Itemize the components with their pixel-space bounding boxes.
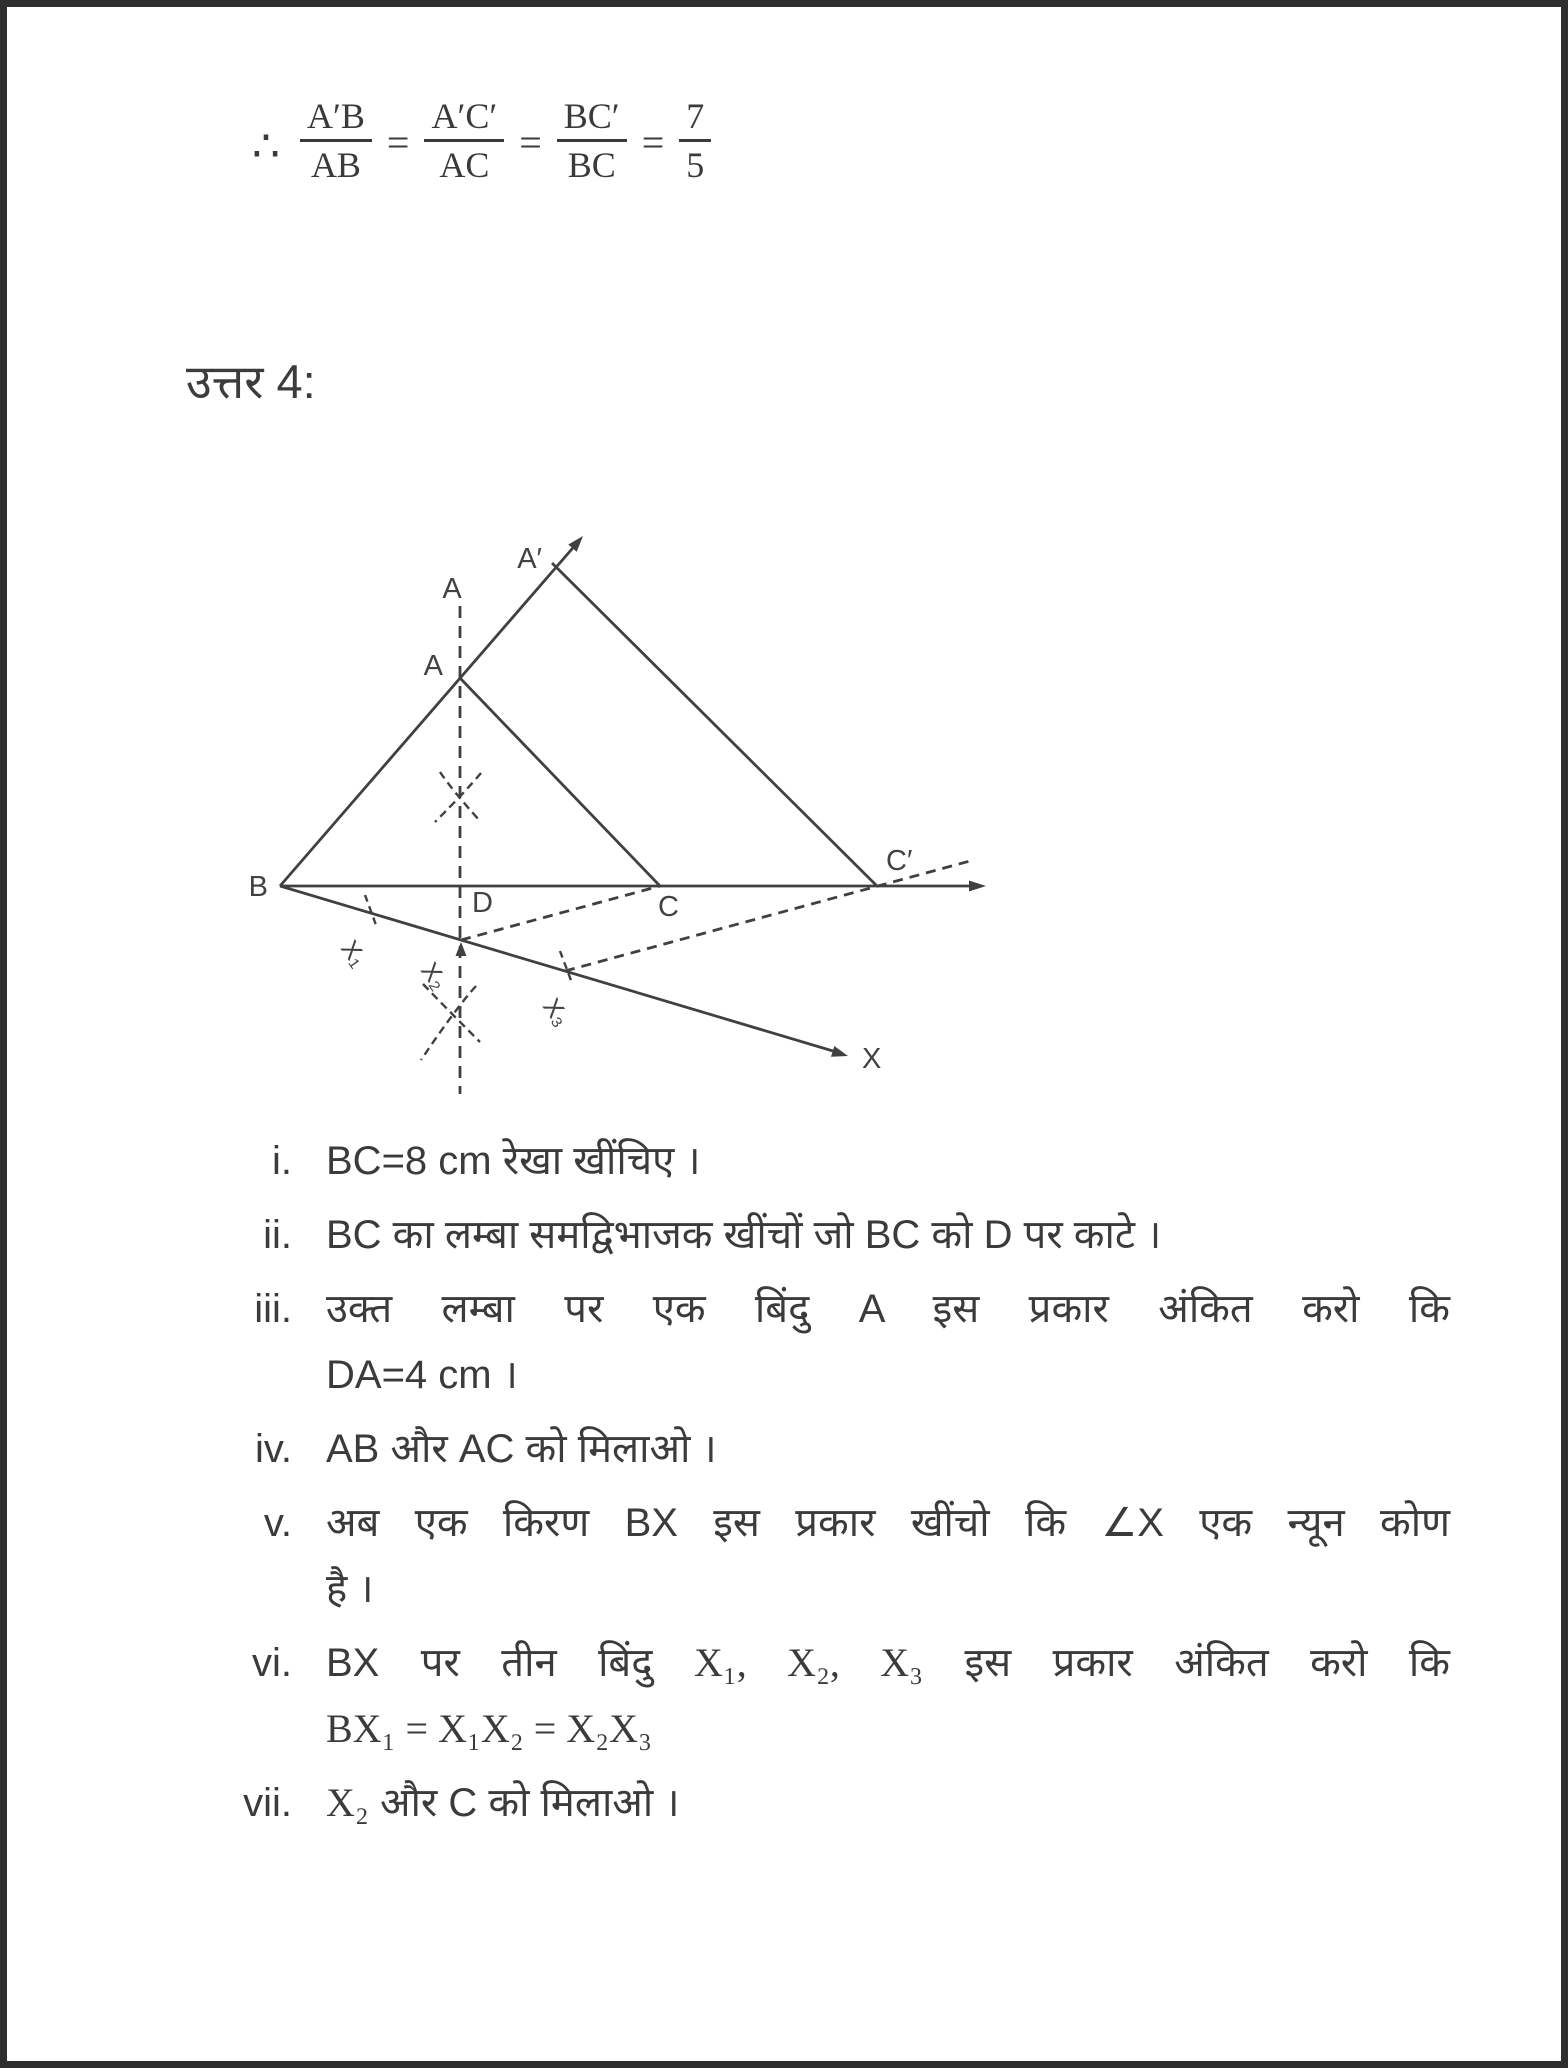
list-marker: i. bbox=[272, 1139, 292, 1183]
math-segment: X₂ bbox=[326, 1780, 369, 1825]
list-marker: iv. bbox=[254, 1427, 292, 1471]
arrowhead-bisector-up bbox=[456, 942, 467, 956]
fraction-numerator: A′C′ bbox=[424, 96, 504, 142]
label-B: B bbox=[248, 871, 268, 903]
step-line: DA=4 cm । bbox=[326, 1353, 518, 1397]
step-text bbox=[326, 1770, 1450, 1836]
step-text-segment: BX पर तीन बिंदु bbox=[326, 1641, 694, 1685]
line-X3Cp-dashed bbox=[565, 861, 970, 971]
label-A-vertex: A bbox=[423, 650, 443, 682]
label-A-prime: A′ bbox=[517, 543, 542, 575]
list-item-iv bbox=[0, 1416, 1450, 1482]
equals-sign: = bbox=[641, 120, 665, 166]
fraction-numerator: 7 bbox=[679, 96, 711, 142]
fraction-denominator: BC bbox=[567, 145, 616, 186]
line-AC bbox=[460, 678, 660, 886]
step-text bbox=[326, 1276, 1450, 1408]
line-ApCp bbox=[552, 563, 877, 886]
math-segment: X₁, X₂, X₃ bbox=[693, 1640, 924, 1685]
label-A-top: A bbox=[442, 573, 462, 605]
step-text: AB और AC को मिलाओ । bbox=[326, 1427, 717, 1471]
construction-steps bbox=[0, 1128, 1450, 1844]
label-X1: X₁ bbox=[335, 935, 373, 973]
fraction-denominator: 5 bbox=[686, 145, 705, 186]
list-item-vii bbox=[0, 1770, 1450, 1836]
list-marker: ii. bbox=[263, 1213, 292, 1257]
step-line bbox=[326, 1630, 1450, 1696]
label-C-prime: C′ bbox=[886, 845, 913, 877]
list-item-v bbox=[0, 1490, 1450, 1622]
step-text bbox=[326, 1630, 1450, 1762]
fraction-ab bbox=[300, 96, 372, 186]
step-text-segment: और C को मिलाओ । bbox=[368, 1781, 680, 1825]
math-equation-line: BX₁ = X₁X₂ = X₂X₃ bbox=[326, 1706, 652, 1751]
fraction-denominator: AC bbox=[439, 145, 490, 186]
fraction-numerator: BC′ bbox=[557, 96, 627, 142]
step-text bbox=[326, 1490, 1450, 1622]
label-X: X bbox=[862, 1043, 882, 1075]
fraction-ac bbox=[424, 96, 504, 186]
label-D: D bbox=[472, 887, 493, 919]
list-item-ii bbox=[0, 1202, 1450, 1268]
list-marker: v. bbox=[263, 1501, 292, 1545]
step-line: अब एक किरण BX इस प्रकार खींचो कि ∠X एक न्यून कोण bbox=[326, 1501, 1450, 1545]
equals-sign: = bbox=[519, 120, 542, 166]
construction-diagram bbox=[180, 478, 1000, 1118]
step-text: BC का लम्बा समद्विभाजक खींचों जो BC को D पर काटे । bbox=[326, 1213, 1162, 1257]
line-BA-extended bbox=[280, 542, 578, 886]
list-marker: iii. bbox=[254, 1287, 292, 1331]
step-text: BC=8 cm रेखा खींचिए । bbox=[326, 1139, 701, 1183]
step-line: है । bbox=[326, 1567, 374, 1611]
tick-X1 bbox=[365, 895, 376, 925]
arrowhead-X-ray bbox=[831, 1046, 848, 1057]
list-item-iii bbox=[0, 1276, 1450, 1408]
therefore-symbol: ∴ bbox=[252, 122, 280, 172]
label-C: C bbox=[658, 891, 679, 923]
list-item-i bbox=[0, 1128, 1450, 1194]
step-text-segment: इस प्रकार अंकित करो कि bbox=[923, 1641, 1451, 1685]
ratio-formula bbox=[252, 96, 711, 186]
list-marker: vii. bbox=[243, 1781, 292, 1825]
fraction-numerator: A′B bbox=[300, 96, 372, 142]
answer-heading: उत्तर 4: bbox=[186, 355, 316, 408]
step-line: उक्त लम्बा पर एक बिंदु A इस प्रकार अंकित करो कि bbox=[326, 1287, 1450, 1331]
fraction-seven-fifths bbox=[679, 96, 711, 186]
equals-sign: = bbox=[386, 120, 410, 166]
arc-mark-lower bbox=[421, 986, 476, 1060]
label-X2: X₂ bbox=[415, 957, 454, 996]
fraction-denominator: AB bbox=[310, 145, 361, 186]
list-marker: vi. bbox=[252, 1641, 292, 1685]
arrowhead-C-prime-ray bbox=[969, 881, 986, 892]
label-X3: X₃ bbox=[537, 993, 576, 1032]
list-item-vi bbox=[0, 1630, 1450, 1762]
tick-X3 bbox=[560, 951, 572, 983]
fraction-bc bbox=[557, 96, 627, 186]
